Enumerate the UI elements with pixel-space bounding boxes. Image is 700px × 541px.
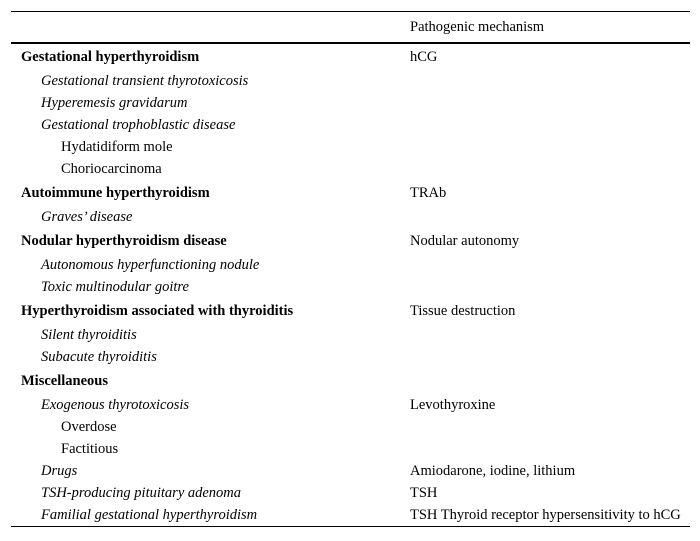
condition-cell: Familial gestational hyperthyroidism (11, 504, 410, 527)
condition-cell: Gestational transient thyrotoxicosis (41, 72, 249, 89)
table-row (11, 394, 690, 416)
table-row (11, 136, 690, 158)
condition-cell: Silent thyroiditis (41, 326, 137, 343)
table-group-row (11, 368, 690, 394)
table-row (11, 438, 690, 460)
mechanism-cell (410, 324, 690, 346)
table-row (11, 482, 690, 504)
condition-cell: Hyperemesis gravidarum (41, 94, 188, 111)
mechanism-cell (410, 254, 690, 276)
table-row (11, 416, 690, 438)
condition-cell: Overdose (61, 418, 117, 435)
condition-cell: Gestational trophoblastic disease (41, 116, 236, 133)
condition-cell: Factitious (61, 440, 119, 457)
hyperthyroidism-table (11, 11, 690, 527)
condition-cell: Autoimmune hyperthyroidism (21, 184, 210, 201)
mechanism-cell: Amiodarone, iodine, lithium (410, 462, 576, 479)
table-row (11, 70, 690, 92)
mechanism-cell (410, 416, 690, 438)
mechanism-cell (410, 136, 690, 158)
condition-cell: Autonomous hyperfunctioning nodule (41, 256, 260, 273)
mechanism-cell (410, 70, 690, 92)
table-row (11, 158, 690, 180)
mechanism-cell: hCG (410, 48, 438, 65)
table-group-row (11, 228, 690, 254)
condition-cell: Gestational hyperthyroidism (21, 48, 200, 65)
mechanism-cell: TSH Thyroid receptor hypersensitivity to hCG (410, 504, 690, 527)
condition-cell: Choriocarcinoma (61, 160, 162, 177)
table-row (11, 504, 690, 527)
condition-cell: Subacute thyroiditis (41, 348, 157, 365)
mechanism-cell (410, 206, 690, 228)
mechanism-cell (410, 158, 690, 180)
mechanism-cell (410, 438, 690, 460)
table-row (11, 206, 690, 228)
mechanism-cell (410, 114, 690, 136)
mechanism-cell: TRAb (410, 184, 447, 201)
condition-cell: TSH-producing pituitary adenoma (41, 484, 242, 501)
table-group-row (11, 43, 690, 70)
mechanism-cell: Tissue destruction (410, 302, 516, 319)
condition-cell: Toxic multinodular goitre (41, 278, 189, 295)
table-row (11, 324, 690, 346)
mechanism-cell: TSH (410, 484, 438, 501)
condition-cell: Nodular hyperthyroidism disease (21, 232, 227, 249)
condition-cell: Hyperthyroidism associated with thyroiditis (21, 302, 294, 319)
mechanism-cell (410, 346, 690, 368)
table-row (11, 114, 690, 136)
table-row (11, 346, 690, 368)
table-row (11, 254, 690, 276)
condition-cell: Miscellaneous (21, 372, 108, 389)
table-row (11, 276, 690, 298)
table-group-row (11, 180, 690, 206)
condition-cell: Exogenous thyrotoxicosis (41, 396, 190, 413)
mechanism-cell: Nodular autonomy (410, 232, 520, 249)
mechanism-cell (410, 92, 690, 114)
mechanism-cell (410, 368, 690, 394)
mechanism-cell (410, 276, 690, 298)
header-pathogenic-mechanism: Pathogenic mechanism (410, 12, 690, 44)
condition-cell: Hydatidiform mole (61, 138, 173, 155)
mechanism-cell: Levothyroxine (410, 396, 496, 413)
table-row (11, 460, 690, 482)
condition-cell: Graves’ disease (41, 208, 133, 225)
table-row (11, 92, 690, 114)
condition-cell: Drugs (41, 462, 78, 479)
header-category (11, 12, 410, 44)
table-group-row (11, 298, 690, 324)
header-row (11, 12, 690, 44)
